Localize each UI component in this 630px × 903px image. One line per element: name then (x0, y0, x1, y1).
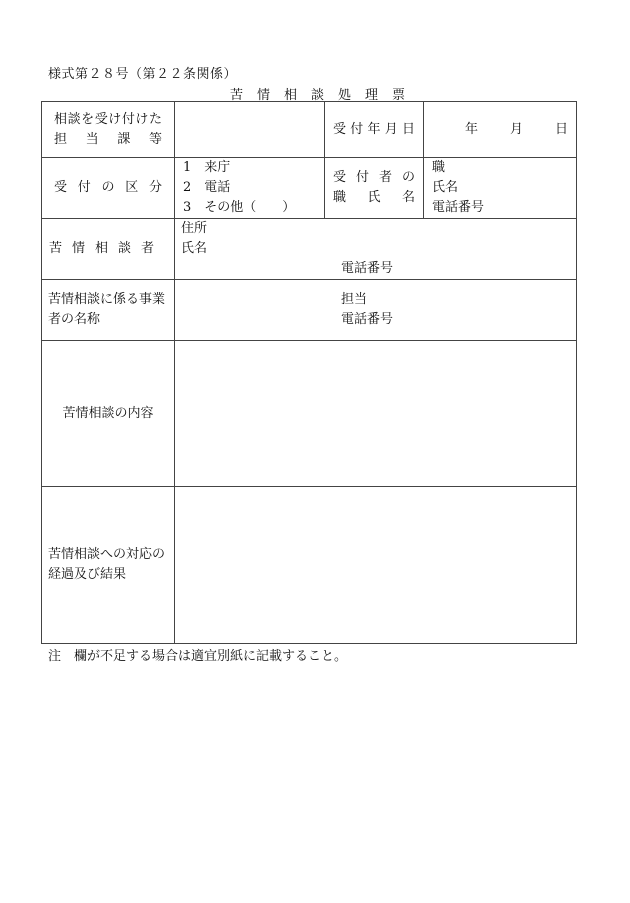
content-label-text: 苦情相談の内容 (62, 405, 154, 421)
receipt-date-field[interactable] (424, 102, 577, 158)
footnote: 注 欄が不足する場合は適宜別紙に記載すること。 (48, 649, 348, 664)
content-label (42, 341, 175, 487)
complainant-phone: 電話番号 (341, 261, 394, 276)
response-label-line2: 経過及び結果 (48, 567, 127, 582)
complainant-name: 氏名 (181, 241, 208, 256)
receiving-dept-field[interactable] (175, 102, 325, 158)
receiver-label (325, 158, 424, 219)
business-label-line2: 者の名称 (48, 312, 101, 327)
complainant-field[interactable] (175, 219, 577, 280)
category-option-visit: 1 来庁 (183, 160, 231, 175)
row-complainant (42, 219, 577, 280)
response-field[interactable] (175, 487, 577, 644)
receiving-dept-label (42, 102, 175, 158)
category-label (42, 158, 175, 219)
date-day: 日 (554, 121, 568, 137)
category-options[interactable] (175, 158, 325, 219)
row-category (42, 158, 577, 219)
receiving-dept-label-line1: 相談を受け付けた (54, 111, 162, 127)
receipt-date-label (325, 102, 424, 158)
receiver-label-line2: 職 氏 名 (333, 190, 415, 205)
business-label-line1: 苦情相談に係る事業 (48, 292, 166, 307)
receiver-label-line1: 受付者の (333, 170, 415, 185)
complaint-form-table (41, 101, 577, 644)
row-content (42, 341, 577, 487)
row-response (42, 487, 577, 644)
category-option-other: 3 その他（ ） (183, 200, 296, 215)
receipt-date-label-text: 受付年月日 (333, 121, 415, 137)
response-label (42, 487, 175, 644)
complainant-label-text: 苦情相談者 (49, 241, 154, 256)
date-month: 月 (509, 121, 523, 137)
category-option-phone: 2 電話 (183, 180, 231, 195)
business-phone: 電話番号 (341, 312, 394, 327)
business-person: 担当 (341, 292, 368, 307)
complainant-address: 住所 (181, 221, 208, 236)
category-label-text: 受付の区分 (54, 180, 162, 195)
receiver-field[interactable] (424, 158, 577, 219)
date-year: 年 (464, 121, 478, 137)
receiving-dept-label-line2: 担 当 課 等 (54, 131, 162, 147)
response-label-line1: 苦情相談への対応の (48, 547, 166, 562)
row-receiving-department (42, 102, 577, 158)
form-title: 苦情相談処理票 (230, 88, 420, 103)
business-field[interactable] (175, 280, 577, 341)
complainant-label (42, 219, 175, 280)
receiver-name-field: 氏名 (432, 180, 459, 195)
receiver-phone-field: 電話番号 (432, 200, 485, 215)
business-label (42, 280, 175, 341)
row-business (42, 280, 577, 341)
content-field[interactable] (175, 341, 577, 487)
receiver-title-field: 職 (432, 160, 446, 175)
form-number: 様式第２８号（第２２条関係） (48, 67, 238, 82)
